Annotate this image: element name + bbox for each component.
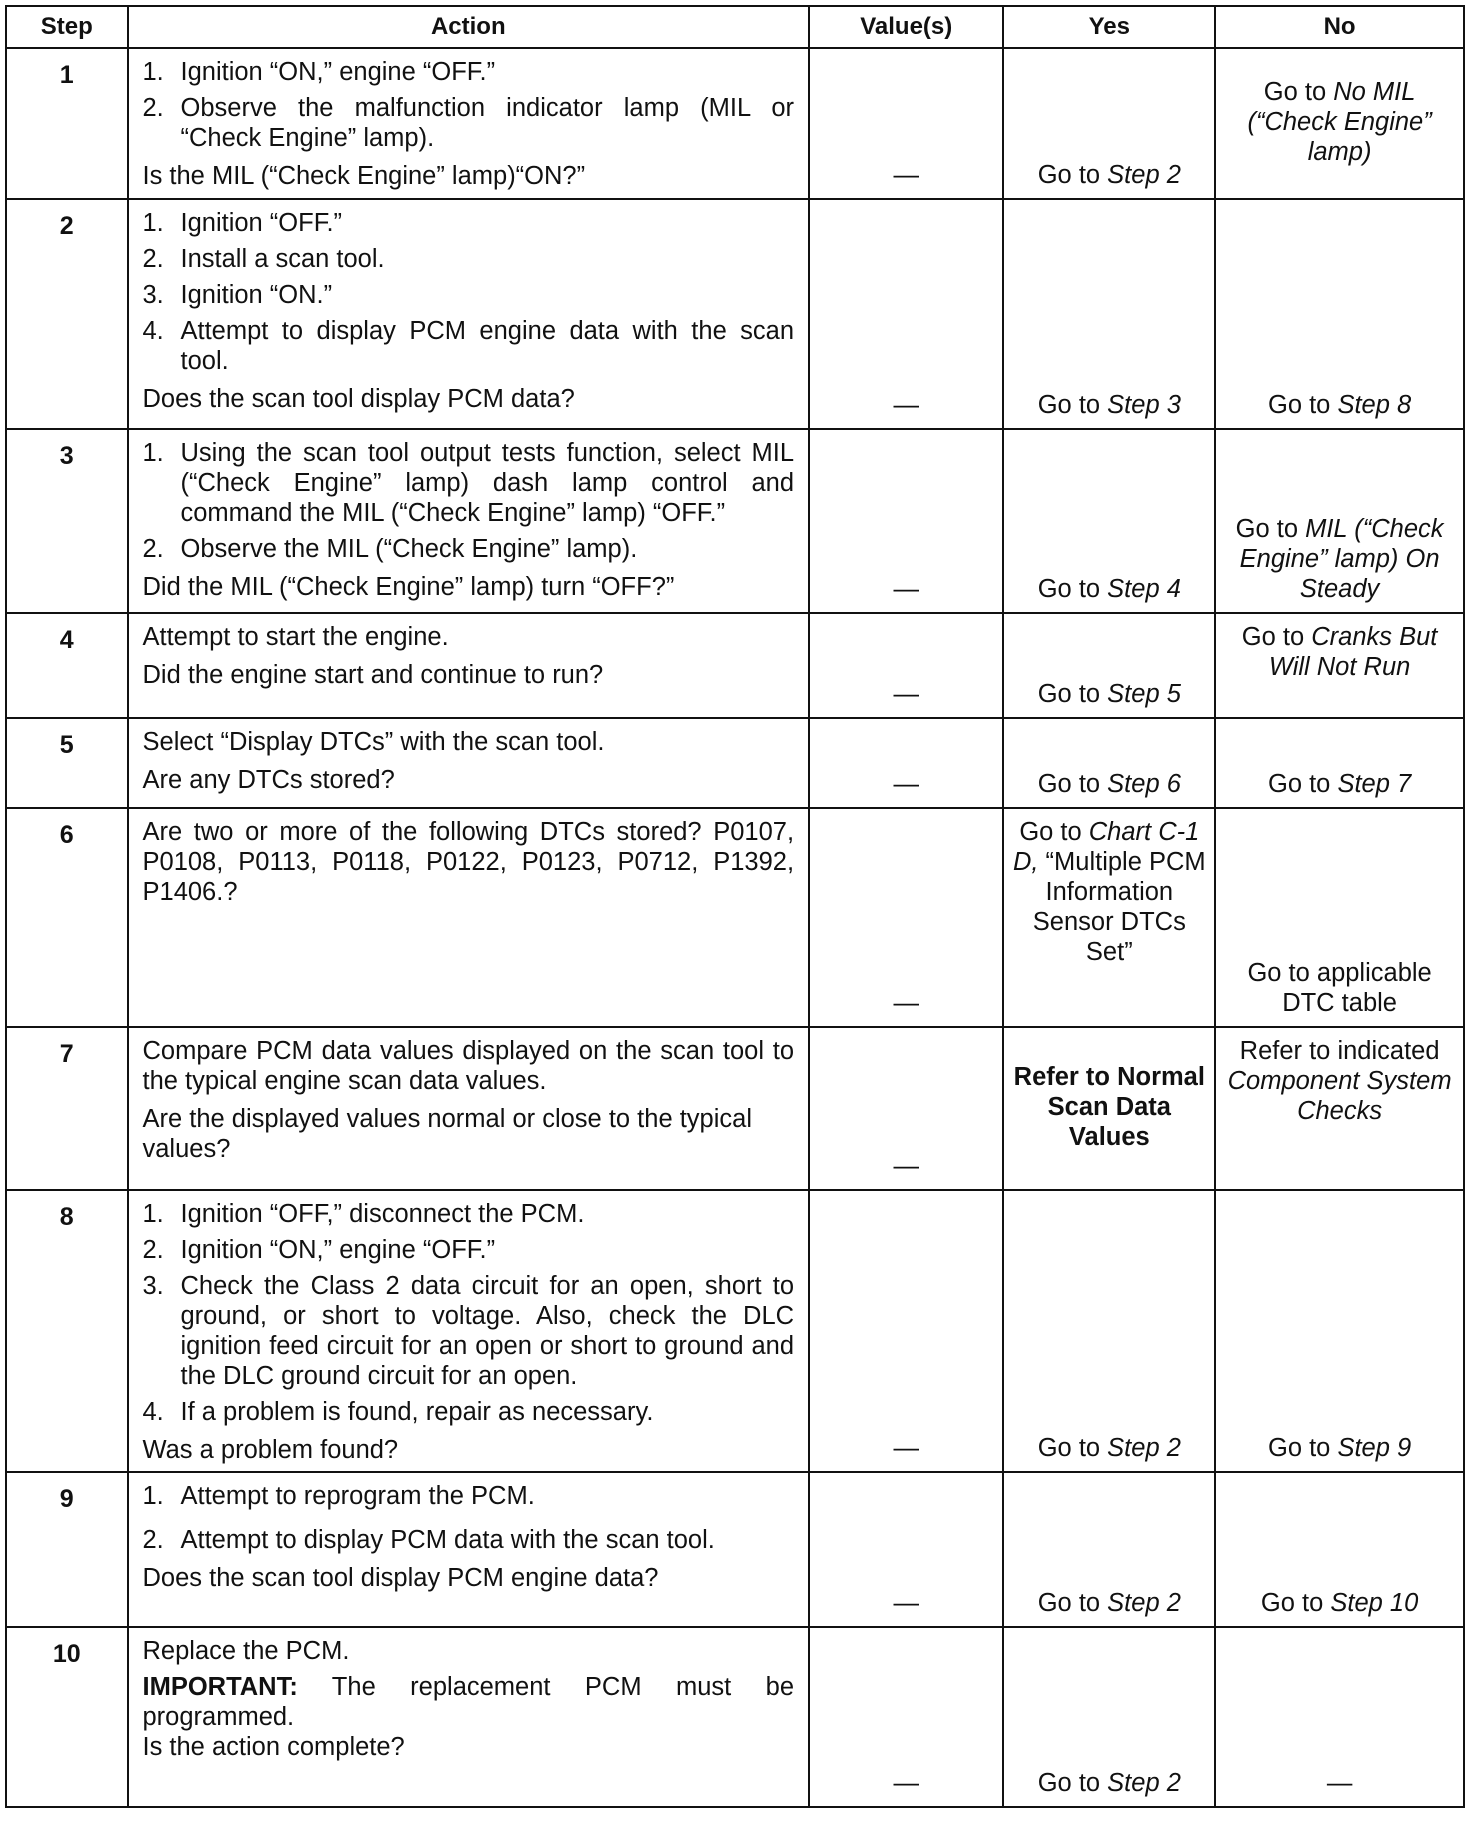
table-row <box>6 1472 1464 1627</box>
value-cell: — <box>809 718 1003 808</box>
yes-cell: Go to Step 2 <box>1003 1627 1215 1807</box>
yes-cell: Go to Step 2 <box>1003 1472 1215 1627</box>
action-text: Compare PCM data values displayed on the scan tool to the typical engine scan data values. <box>142 1037 795 1095</box>
step-number: 10 <box>6 1627 128 1807</box>
action-cell <box>128 613 810 718</box>
important-label: IMPORTANT: <box>142 1673 298 1701</box>
yes-cell: Go to Step 5 <box>1003 613 1215 718</box>
action-text: Are two or more of the following DTCs stored? P0107, P0108, P0113, P0118, P0122, P0123, P0712, P1392, P1406.? <box>142 818 795 906</box>
table-row <box>6 429 1464 613</box>
action-item: 1. Attempt to reprogram the PCM. <box>142 1482 535 1510</box>
action-text: Select “Display DTCs” with the scan tool. <box>142 728 605 756</box>
table-row <box>6 1027 1464 1190</box>
action-cell <box>128 429 810 613</box>
no-cell: Go to MIL (“Check Engine” lamp) On Steady <box>1215 429 1464 613</box>
action-item: 2. Observe the malfunction indicator lamp (MIL or “Check Engine” lamp). <box>142 94 795 152</box>
value-cell: — <box>809 1472 1003 1627</box>
action-cell <box>128 718 810 808</box>
step-number: 9 <box>6 1472 128 1627</box>
yes-cell: Refer to Normal Scan Data Values <box>1003 1027 1215 1190</box>
action-item: 1. Ignition “OFF.” <box>142 209 343 237</box>
yes-cell: Go to Chart C-1 D, “Multiple PCM Information Sensor DTCs Set” <box>1003 808 1215 1027</box>
action-cell <box>128 1190 810 1472</box>
no-cell: Refer to indicated Component System Checks <box>1215 1027 1464 1190</box>
value-cell: — <box>809 613 1003 718</box>
value-cell: — <box>809 808 1003 1027</box>
no-cell: — <box>1215 1627 1464 1807</box>
action-cell <box>128 808 810 1027</box>
header-step: Step <box>6 6 128 48</box>
action-cell <box>128 1472 810 1627</box>
action-item: 4. Attempt to display PCM engine data with the scan tool. <box>142 317 795 375</box>
step-number: 1 <box>6 48 128 199</box>
table-row <box>6 199 1464 429</box>
action-item: 2. Attempt to display PCM data with the scan tool. <box>142 1526 715 1554</box>
action-question: Did the engine start and continue to run? <box>142 661 604 689</box>
value-cell: — <box>809 1190 1003 1472</box>
no-cell: Go to Step 7 <box>1215 718 1464 808</box>
value-cell: — <box>809 429 1003 613</box>
yes-cell: Go to Step 4 <box>1003 429 1215 613</box>
action-cell <box>128 1627 810 1807</box>
action-question: Was a problem found? <box>142 1436 399 1464</box>
action-question: Is the action complete? <box>142 1733 405 1761</box>
yes-cell: Go to Step 2 <box>1003 48 1215 199</box>
action-question: Are the displayed values normal or close to the typical values? <box>142 1105 752 1163</box>
action-item: 3. Check the Class 2 data circuit for an open, short to ground, or short to voltage. Also, check the DLC ignition feed circuit for an open or short to ground and the DLC ground circuit for an open. <box>142 1272 795 1390</box>
action-item: 3. Ignition “ON.” <box>142 281 333 309</box>
yes-cell: Go to Step 3 <box>1003 199 1215 429</box>
header-row <box>6 6 1464 48</box>
yes-cell: Go to Step 2 <box>1003 1190 1215 1472</box>
table-row <box>6 808 1464 1027</box>
action-item: 2. Observe the MIL (“Check Engine” lamp). <box>142 535 638 563</box>
no-cell: Go to Step 8 <box>1215 199 1464 429</box>
table-row <box>6 1190 1464 1472</box>
value-cell: — <box>809 1627 1003 1807</box>
table-row <box>6 1627 1464 1807</box>
header-values: Value(s) <box>809 6 1003 48</box>
action-cell <box>128 1027 810 1190</box>
action-text: Attempt to start the engine. <box>142 623 449 651</box>
step-number: 3 <box>6 429 128 613</box>
action-question: Are any DTCs stored? <box>142 766 395 794</box>
action-item: 1. Ignition “OFF,” disconnect the PCM. <box>142 1200 585 1228</box>
action-question: Does the scan tool display PCM data? <box>142 385 575 413</box>
header-no: No <box>1215 6 1464 48</box>
step-number: 7 <box>6 1027 128 1190</box>
action-cell <box>128 199 810 429</box>
no-cell: Go to Cranks But Will Not Run <box>1215 613 1464 718</box>
value-cell: — <box>809 48 1003 199</box>
step-number: 4 <box>6 613 128 718</box>
table-row <box>6 718 1464 808</box>
important-note: IMPORTANT: The replacement PCM must be programmed. <box>142 1673 795 1731</box>
table-row <box>6 613 1464 718</box>
header-action: Action <box>128 6 810 48</box>
diagnostic-table <box>5 5 1465 1808</box>
no-cell: Go to No MIL (“Check Engine” lamp) <box>1215 48 1464 199</box>
no-cell: Go to applicable DTC table <box>1215 808 1464 1027</box>
action-item: 2. Ignition “ON,” engine “OFF.” <box>142 1236 496 1264</box>
action-item: 2. Install a scan tool. <box>142 245 385 273</box>
no-cell: Go to Step 10 <box>1215 1472 1464 1627</box>
action-question: Does the scan tool display PCM engine data? <box>142 1564 659 1592</box>
action-question: Is the MIL (“Check Engine” lamp)“ON?” <box>142 162 586 190</box>
action-item: 4. If a problem is found, repair as necessary. <box>142 1398 654 1426</box>
step-number: 5 <box>6 718 128 808</box>
step-number: 6 <box>6 808 128 1027</box>
action-text: Replace the PCM. <box>142 1637 350 1665</box>
value-cell: — <box>809 1027 1003 1190</box>
no-cell: Go to Step 9 <box>1215 1190 1464 1472</box>
step-number: 8 <box>6 1190 128 1472</box>
yes-cell: Go to Step 6 <box>1003 718 1215 808</box>
action-cell <box>128 48 810 199</box>
header-yes: Yes <box>1003 6 1215 48</box>
value-cell: — <box>809 199 1003 429</box>
table-row <box>6 48 1464 199</box>
action-item: 1. Ignition “ON,” engine “OFF.” <box>142 58 496 86</box>
step-number: 2 <box>6 199 128 429</box>
action-item: 1. Using the scan tool output tests function, select MIL (“Check Engine” lamp) dash lamp control and command the MIL (“Check Engine” lamp) “OFF.” <box>142 439 795 527</box>
action-question: Did the MIL (“Check Engine” lamp) turn “OFF?” <box>142 573 675 601</box>
